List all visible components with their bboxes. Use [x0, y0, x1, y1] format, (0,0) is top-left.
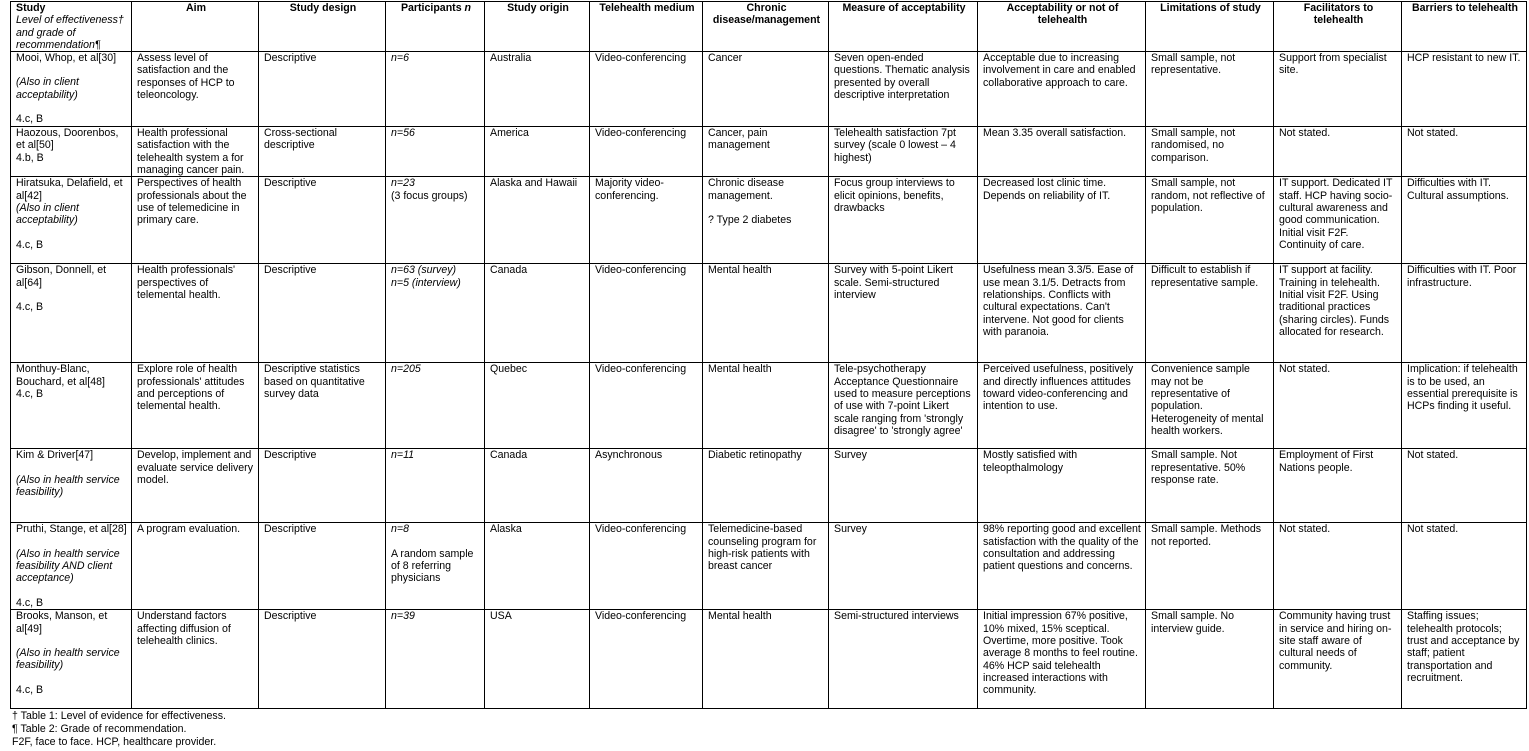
table-row — [11, 177, 1527, 264]
cell-study — [11, 264, 132, 363]
cell-barriers: Difficulties with IT. Cultural assumptions. — [1402, 177, 1527, 264]
cell-aim: Perspectives of health professionals about the use of telemedicine in primary care. — [132, 177, 259, 264]
header-measure: Measure of acceptability — [829, 2, 978, 52]
cell-medium: Video-conferencing — [590, 610, 703, 709]
cell-facilitators: Support from specialist site. — [1274, 52, 1402, 127]
cell-medium: Asynchronous — [590, 449, 703, 523]
study-note: (Also in client acceptability) — [16, 76, 79, 101]
cell-origin: Canada — [485, 449, 590, 523]
cell-study — [11, 523, 132, 610]
cell-limitations: Difficult to establish if representative sample. — [1146, 264, 1274, 363]
cell-measure: Survey with 5-point Likert scale. Semi-structured interview — [829, 264, 978, 363]
study-grade: 4.c, B — [16, 683, 44, 696]
table-row — [11, 363, 1527, 449]
cell-facilitators: Not stated. — [1274, 363, 1402, 449]
cell-limitations: Small sample. No interview guide. — [1146, 610, 1274, 709]
cell-study — [11, 177, 132, 264]
cell-acceptability: Acceptable due to increasing involvement in care and enabled collaborative approach to care. — [978, 52, 1146, 127]
table-row — [11, 264, 1527, 363]
cell-facilitators: IT support at facility. Training in telehealth. Initial visit F2F. Using traditional practices (sharing circles). Funds allocated for research. — [1274, 264, 1402, 363]
cell-barriers: Not stated. — [1402, 449, 1527, 523]
participants-count: n=23 — [391, 177, 415, 190]
disease-detail: ? Type 2 diabetes — [708, 213, 792, 226]
cell-design: Descriptive — [259, 610, 386, 709]
study-name: Monthuy-Blanc, Bouchard, et al[48] — [16, 363, 105, 388]
cell-medium: Video-conferencing — [590, 52, 703, 127]
cell-limitations: Small sample. Methods not reported. — [1146, 523, 1274, 610]
participants-detail: n=5 (interview) — [391, 276, 461, 289]
cell-measure: Seven open-ended questions. Thematic analysis presented by overall descriptive interpretation — [829, 52, 978, 127]
cell-design: Descriptive — [259, 264, 386, 363]
cell-participants: n=56 — [386, 127, 485, 177]
cell-measure: Focus group interviews to elicit opinions, benefits, drawbacks — [829, 177, 978, 264]
cell-medium: Video-conferencing — [590, 127, 703, 177]
cell-acceptability: Decreased lost clinic time. Depends on reliability of IT. — [978, 177, 1146, 264]
cell-acceptability: Mostly satisfied with teleopthalmology — [978, 449, 1146, 523]
cell-limitations: Small sample, not representative. — [1146, 52, 1274, 127]
cell-disease: Cancer — [703, 52, 829, 127]
cell-study — [11, 52, 132, 127]
cell-limitations: Small sample, not random, not reflective of population. — [1146, 177, 1274, 264]
cell-barriers: Not stated. — [1402, 127, 1527, 177]
study-grade: 4.c, B — [16, 596, 44, 609]
cell-origin: USA — [485, 610, 590, 709]
cell-study — [11, 449, 132, 523]
cell-limitations: Small sample, not randomised, no comparison. — [1146, 127, 1274, 177]
cell-aim: Understand factors affecting diffusion of telehealth clinics. — [132, 610, 259, 709]
cell-measure: Telehealth satisfaction 7pt survey (scale 0 lowest – 4 highest) — [829, 127, 978, 177]
cell-facilitators: IT support. Dedicated IT staff. HCP having socio-cultural awareness and good communication. Initial visit F2F. Continuity of care. — [1274, 177, 1402, 264]
header-acceptability: Acceptability or not of telehealth — [978, 2, 1146, 52]
study-name: Pruthi, Stange, et al[28] — [16, 523, 127, 536]
cell-origin: Alaska — [485, 523, 590, 610]
study-name: Mooi, Whop, et al[30] — [16, 52, 117, 65]
cell-study — [11, 610, 132, 709]
table-row — [11, 127, 1527, 177]
table-row — [11, 523, 1527, 610]
cell-study — [11, 127, 132, 177]
cell-facilitators: Employment of First Nations people. — [1274, 449, 1402, 523]
header-limitations: Limitations of study — [1146, 2, 1274, 52]
footnote-abbreviations: F2F, face to face. HCP, healthcare provider. — [12, 736, 217, 748]
study-name: Hiratsuka, Delafield, et al[42] — [16, 177, 123, 202]
cell-acceptability: Perceived usefulness, positively and directly influences attitudes toward video-conferencing and intention to use. — [978, 363, 1146, 449]
participants-detail: A random sample of 8 referring physicians — [391, 547, 474, 585]
disease-name: Chronic disease management. — [708, 177, 784, 202]
cell-measure: Survey — [829, 523, 978, 610]
acceptability-detail: 46% HCP said telehealth increased interactions with community. — [983, 659, 1108, 697]
study-grade: 4.c, B — [16, 387, 44, 400]
cell-barriers: Not stated. — [1402, 523, 1527, 610]
cell-origin: Australia — [485, 52, 590, 127]
cell-measure: Tele-psychotherapy Acceptance Questionnaire used to measure perceptions of use with 7-point Likert scale ranging from 'strongly disagree' to 'strongly agree' — [829, 363, 978, 449]
cell-aim: Health professionals' perspectives of telemental health. — [132, 264, 259, 363]
study-note: (Also in health service feasibility) — [16, 646, 120, 672]
cell-aim: Health professional satisfaction with the telehealth system a for managing cancer pain. — [132, 127, 259, 177]
header-participants: Participants n — [386, 2, 485, 52]
study-grade: 4.c, B — [16, 238, 44, 251]
study-grade: 4.c, B — [16, 113, 44, 126]
header-medium: Telehealth medium — [590, 2, 703, 52]
cell-participants — [386, 177, 485, 264]
acceptability-main: Initial impression 67% positive, 10% mixed, 15% sceptical. Overtime, more positive. Took average 8 months to feel routine. — [983, 610, 1138, 660]
cell-participants — [386, 264, 485, 363]
cell-design: Descriptive — [259, 449, 386, 523]
cell-acceptability: Usefulness mean 3.3/5. Ease of use mean 3.1/5. Detracts from relationships. Conflicts with cultural expectations. Can't intervene. Not good for clients with paranoia. — [978, 264, 1146, 363]
cell-measure: Survey — [829, 449, 978, 523]
study-note: (Also in health service feasibility AND client acceptance) — [16, 547, 120, 585]
cell-medium: Majority video-conferencing. — [590, 177, 703, 264]
cell-medium: Video-conferencing — [590, 523, 703, 610]
cell-participants: n=11 — [386, 449, 485, 523]
cell-design: Descriptive — [259, 52, 386, 127]
cell-disease — [703, 177, 829, 264]
footnote-level: † Table 1: Level of evidence for effectiveness. — [12, 710, 226, 722]
cell-participants — [386, 523, 485, 610]
study-grade: 4.b, B — [16, 151, 44, 164]
cell-disease: Diabetic retinopathy — [703, 449, 829, 523]
cell-barriers: Difficulties with IT. Poor infrastructure. — [1402, 264, 1527, 363]
cell-participants: n=39 — [386, 610, 485, 709]
cell-design: Descriptive — [259, 177, 386, 264]
cell-acceptability — [978, 610, 1146, 709]
study-name: Brooks, Manson, et al[49] — [16, 610, 108, 635]
header-facilitators: Facilitators to telehealth — [1274, 2, 1402, 52]
table-row — [11, 449, 1527, 523]
evidence-table — [10, 1, 1527, 709]
cell-participants: n=205 — [386, 363, 485, 449]
study-grade: 4.c, B — [16, 300, 44, 313]
cell-aim: Develop, implement and evaluate service delivery model. — [132, 449, 259, 523]
cell-medium: Video-conferencing — [590, 363, 703, 449]
cell-measure: Semi-structured interviews — [829, 610, 978, 709]
cell-limitations: Small sample. Not representative. 50% response rate. — [1146, 449, 1274, 523]
cell-origin: Alaska and Hawaii — [485, 177, 590, 264]
header-study-note: Level of effectiveness† and grade of recommendation¶ — [16, 14, 124, 51]
cell-design: Descriptive — [259, 523, 386, 610]
cell-acceptability: Mean 3.35 overall satisfaction. — [978, 127, 1146, 177]
cell-design: Cross-sectional descriptive — [259, 127, 386, 177]
header-disease: Chronic disease/management — [703, 2, 829, 52]
cell-aim: A program evaluation. — [132, 523, 259, 610]
cell-study — [11, 363, 132, 449]
header-row — [11, 2, 1527, 52]
cell-acceptability: 98% reporting good and excellent satisfaction with the quality of the consultation and addressing patient questions and concerns. — [978, 523, 1146, 610]
participants-count: n=63 (survey) — [391, 264, 457, 277]
cell-design: Descriptive statistics based on quantitative survey data — [259, 363, 386, 449]
header-design: Study design — [259, 2, 386, 52]
cell-medium: Video-conferencing — [590, 264, 703, 363]
cell-aim: Explore role of health professionals' attitudes and perceptions of telemental health. — [132, 363, 259, 449]
cell-barriers: Staffing issues; telehealth protocols; trust and acceptance by staff; patient transportation and recruitment. — [1402, 610, 1527, 709]
header-study: Study Level of effectiveness† and grade of recommendation¶ — [11, 2, 132, 52]
cell-aim: Assess level of satisfaction and the responses of HCP to teleoncology. — [132, 52, 259, 127]
cell-barriers: Implication: if telehealth is to be used, an essential prerequisite is HCPs finding it useful. — [1402, 363, 1527, 449]
cell-barriers: HCP resistant to new IT. — [1402, 52, 1527, 127]
study-name: Haozous, Doorenbos, et al[50] — [16, 127, 119, 152]
cell-facilitators: Not stated. — [1274, 127, 1402, 177]
cell-origin: Quebec — [485, 363, 590, 449]
header-aim: Aim — [132, 2, 259, 52]
cell-facilitators: Not stated. — [1274, 523, 1402, 610]
header-barriers: Barriers to telehealth — [1402, 2, 1527, 52]
participants-detail: (3 focus groups) — [391, 189, 468, 202]
study-note: (Also in client acceptability) — [16, 201, 79, 227]
cell-origin: Canada — [485, 264, 590, 363]
table-row — [11, 610, 1527, 709]
cell-disease: Mental health — [703, 610, 829, 709]
cell-disease: Mental health — [703, 363, 829, 449]
cell-origin: America — [485, 127, 590, 177]
cell-limitations: Convenience sample may not be representative of population. Heterogeneity of mental health workers. — [1146, 363, 1274, 449]
header-origin: Study origin — [485, 2, 590, 52]
cell-disease: Telemedicine-based counseling program for high-risk patients with breast cancer — [703, 523, 829, 610]
cell-participants: n=6 — [386, 52, 485, 127]
footnote-grade: ¶ Table 2: Grade of recommendation. — [12, 723, 187, 735]
table-row — [11, 52, 1527, 127]
study-name: Kim & Driver[47] — [16, 449, 94, 462]
cell-disease: Mental health — [703, 264, 829, 363]
cell-facilitators: Community having trust in service and hiring on-site staff aware of cultural needs of community. — [1274, 610, 1402, 709]
participants-count: n=8 — [391, 523, 409, 536]
study-note: (Also in health service feasibility) — [16, 473, 120, 498]
study-name: Gibson, Donnell, et al[64] — [16, 264, 107, 289]
cell-disease: Cancer, pain management — [703, 127, 829, 177]
